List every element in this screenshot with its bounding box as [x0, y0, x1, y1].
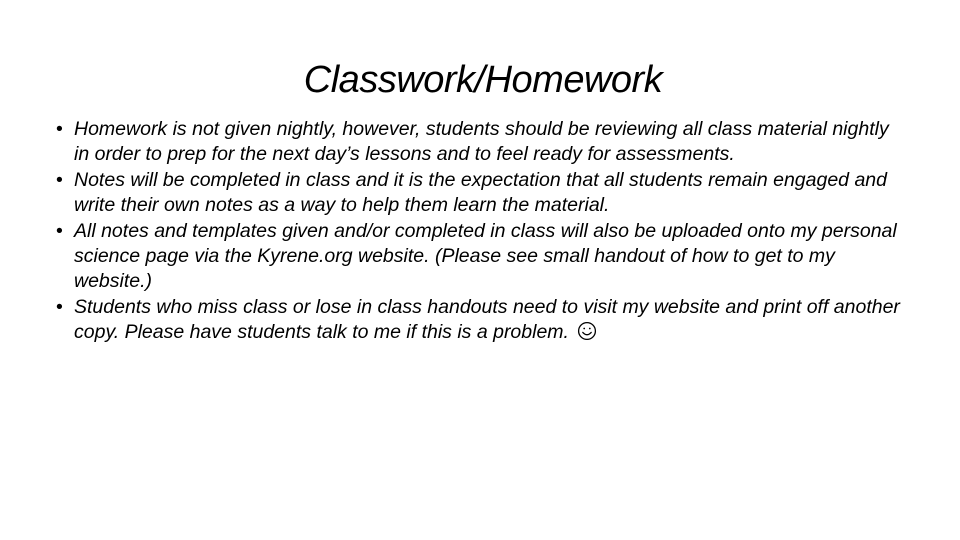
bullet-text: Notes will be completed in class and it is the expectation that all students remain engaged and write their own notes as a way to help them learn the material. — [74, 168, 887, 217]
bullet-marker: • — [56, 219, 63, 242]
bullet-item-uploads — [56, 219, 908, 295]
bullet-marker: • — [56, 168, 63, 191]
smiley-face-icon — [577, 321, 597, 341]
bullet-item-missed-class — [56, 295, 908, 346]
bullet-item-homework — [56, 117, 908, 168]
bullet-text: Homework is not given nightly, however, students should be reviewing all class material nightly in order to prep for the next day’s lessons and to feel ready for assessments. — [74, 118, 889, 166]
bullet-marker: • — [56, 118, 63, 140]
bullet-text: All notes and templates given and/or completed in class will also be uploaded onto my personal science page via the Kyrene.org website. (Please see small handout of how to get to my website.) — [74, 219, 897, 293]
bullet-text: Students who miss class or lose in class handouts need to visit my website and print off another copy. Please have students talk to me if this is a problem. — [74, 295, 900, 344]
bullet-marker: • — [56, 295, 63, 318]
bullet-item-notes — [56, 168, 908, 219]
bullet-list — [56, 117, 908, 346]
slide-title: Classwork/Homework — [303, 59, 663, 101]
